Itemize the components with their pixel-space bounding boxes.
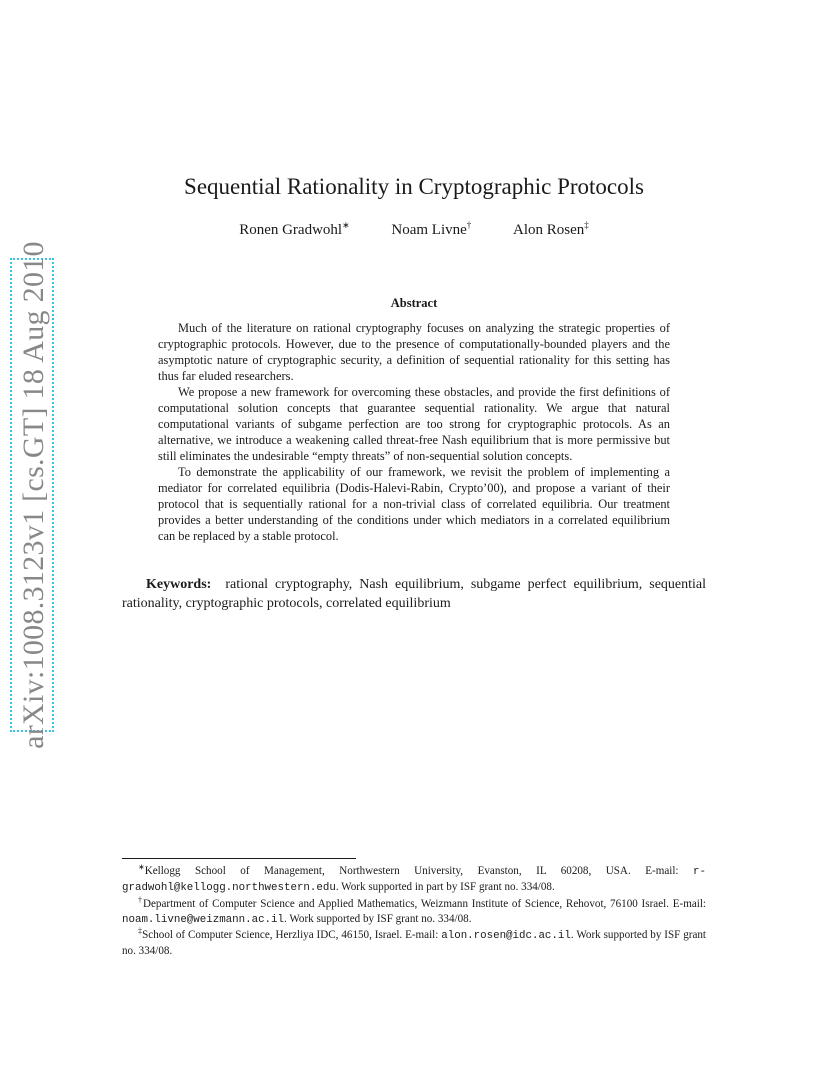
author-footnote-mark: ∗ (342, 220, 350, 230)
email-address[interactable]: alon.rosen@idc.ac.il (441, 930, 571, 943)
keywords-text: rational cryptography, Nash equilibrium, subgame perfect equilibrium, sequential rationality, cryptographic protocols, correlated equilibrium (122, 577, 707, 611)
email-address[interactable]: r-gradwohl@kellogg.northwestern.edu (122, 866, 706, 895)
paper-title: Sequential Rationality in Cryptographic Protocols (184, 174, 644, 199)
author-footnote-mark: ‡ (584, 220, 589, 230)
footnote-2 (122, 894, 707, 929)
author-footnote-mark: † (466, 220, 472, 230)
author-name: Noam Livne (391, 222, 467, 238)
footnote-text: . Work supported by ISF grant no. 334/08. (283, 912, 472, 925)
footnote-text: Kellogg School of Management, Northwestern University, Evanston, IL 60208, USA. E-mail: (144, 865, 694, 877)
keywords-label: Keywords: (146, 577, 212, 592)
author-name: Alon Rosen (513, 222, 585, 238)
footnote-text: . Work supported by ISF grant no. 334/08. (122, 929, 707, 958)
footnote-text: Department of Computer Science and Applied Mathematics, Weizmann Institute of Science, Rehovot, 76100 Israel. E-mail: (143, 897, 707, 910)
footnotes (122, 864, 706, 960)
keywords-block (122, 576, 706, 613)
footnote-mark: † (138, 894, 143, 904)
author-list (0, 222, 828, 239)
abstract-paragraph: To demonstrate the applicability of our framework, we revisit the problem of implementing a mediator for correlated equilibria (Dodis-Halevi-Rabin, Crypto’00), and propose a variant of their protocol that is sequentially rational for a non-trivial class of correlated equilibria. Our treatment provides a better understanding of the conditions under which mediators in a correlated equilibrium can be replaced by a stable protocol. (158, 465, 670, 543)
abstract-paragraph: We propose a new framework for overcoming these obstacles, and provide the first definitions of computational solution concepts that guarantee sequential rationality. We argue that natural computational variants of subgame perfection are too strong for cryptographic protocols. As an alternative, we introduce a weakening called threat-free Nash equilibrium that is more permissive but still eliminates the undesirable “empty threats” of non-sequential solution concepts. (158, 385, 670, 463)
footnote-1 (122, 864, 706, 897)
arxiv-identifier[interactable]: arXiv:1008.3123v1 [cs.GT] 18 Aug 2010 (17, 241, 50, 749)
footnote-3 (122, 928, 706, 960)
footnote-text: School of Computer Science, Herzliya IDC, 46150, Israel. E-mail: (142, 929, 442, 942)
author-3 (513, 222, 589, 239)
footnote-mark: ∗ (138, 862, 145, 872)
footnote-mark: ‡ (138, 926, 143, 936)
author-1 (239, 222, 349, 239)
abstract-heading: Abstract (390, 296, 438, 310)
abstract-paragraph: Much of the literature on rational cryptography focuses on analyzing the strategic properties of cryptographic protocols. However, due to the presence of computationally-bounded players and the asymptotic nature of cryptographic security, a definition of sequential rationality for this setting has thus far eluded researchers. (158, 321, 670, 383)
author-2 (391, 222, 471, 239)
footnote-rule (122, 858, 356, 859)
footnote-text: . Work supported in part by ISF grant no. 334/08. (335, 881, 555, 894)
abstract-body (158, 320, 670, 544)
email-address[interactable]: noam.livne@weizmann.ac.il (122, 913, 284, 926)
author-name: Ronen Gradwohl (239, 222, 343, 238)
